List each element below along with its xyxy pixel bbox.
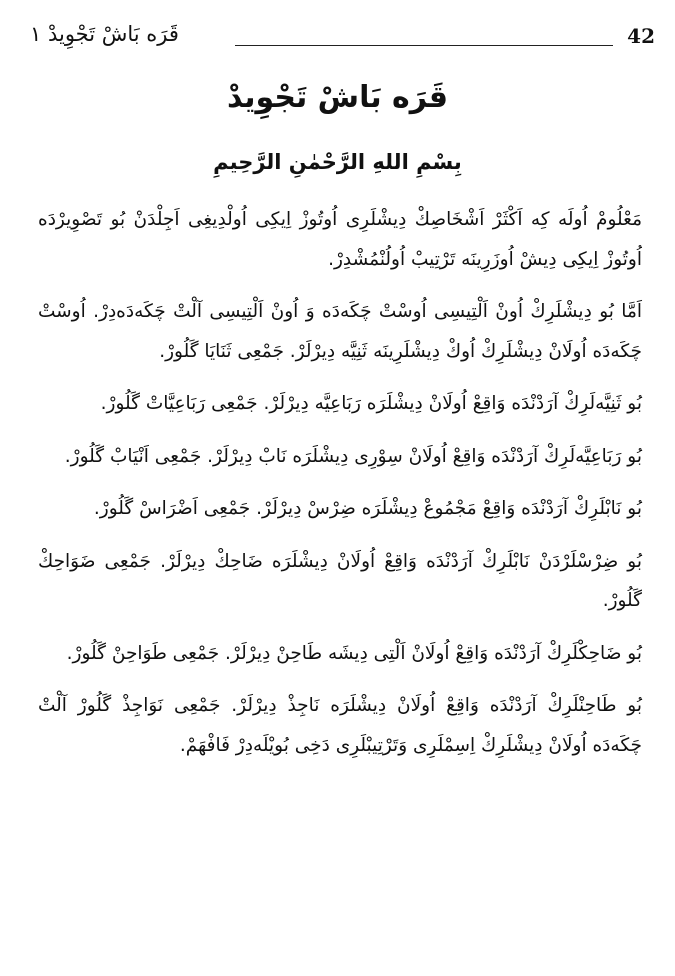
basmala: بِسْمِ اللهِ الرَّحْمٰنِ الرَّحِيمِ	[213, 150, 462, 174]
paragraph: بُو ضَاحِكْلَرِكْ آرَدْنْدَه وَاقِعْ اُولَانْ اَلْتِى دِيشَه طَاحِنْ دِيرْلَرْ. جَمْعِى طَوَاحِنْ گَلُورْ.	[66, 642, 642, 664]
body-text	[38, 200, 642, 778]
page-number: 42	[627, 24, 655, 48]
paragraph: بُو رَبَاعِيَّه‌لَرِكْ آرَدْنْدَه وَاقِعْ اُولَانْ سِوْرِى دِيشْلَرَه نَابْ دِيرْلَرْ. جَمْعِى اَنْيَابْ گَلُورْ.	[64, 445, 642, 467]
paragraph: مَعْلُومْ اُولَه كِه اَكْثَرْ اَشْخَاصِكْ دِيشْلَرِى اُوتُوزْ اِيكِى اُولْدِيغِى اَجِلْدَنْ بُو تَصْوِيرْدَه اُوتُوزْ اِيكِى دِيشْ اُوزَرِينَه تَرْتِيبْ اُولُنْمُشْدِرْ.	[38, 209, 642, 270]
paragraph: بُو نَابْلَرِكْ آرَدْنْدَه وَاقِعْ مَجْمُوعْ دِيشْلَرَه ضِرْسْ دِيرْلَرْ. جَمْعِى اَضْرَاسْ گَلُورْ.	[93, 498, 642, 519]
paragraph: بُو طَاحِنْلَرِكْ آرَدْنْدَه وَاقِعْ اُولَانْ دِيشْلَرَه نَاجِذْ دِيرْلَرْ. جَمْعِى نَوَاجِذْ گَلُورْ آلْتْ چَكَه‌دَه اُولَانْ دِيشْلَرِكْ اِسِمْلَرِى وَتَرْتِيبْلَرِى دَخِى بُويْلَه‌دِرْ فَافْهَمْ.	[38, 695, 642, 756]
paragraph: بُو ضِرْسْلَرْدَنْ نَابْلَرِكْ آرَدْنْدَه وَاقِعْ اُولَانْ دِيشْلَرَه ضَاحِكْ دِيرْلَرْ. جَمْعِى ضَوَاحِكْ گَلُورْ.	[38, 550, 642, 611]
paragraph: اَمَّا بُو دِيشْلَرِكْ اُونْ اَلْتِيسِى اُوسْتْ چَكَه‌دَه وَ اُونْ اَلْتِيسِى آلْتْ چَكَه‌دَه‌دِرْ. اُوسْتْ چَكَه‌دَه اُولَانْ دِيشْلَرِكْ اُوكْ دِيشْلَرِينَه ثَنِيَّه دِيرْلَرْ. جَمْعِى ثَنَايَا گَلُورْ.	[38, 301, 642, 362]
page-header	[30, 22, 655, 58]
page-title: قَرَه بَاشْ تَجْوِيدْ	[226, 80, 449, 115]
paragraph: بُو ثَنِيَّه‌لَرِكْ آرَدْنْدَه وَاقِعْ اُولَانْ دِيشْلَرَه رَبَاعِيَّه دِيرْلَرْ. جَمْعِى رَبَاعِيَّاتْ گَلُورْ.	[100, 393, 642, 414]
header-rule	[235, 45, 613, 46]
running-title: قَرَه بَاشْ تَجْوِيدْ ١	[30, 22, 179, 46]
